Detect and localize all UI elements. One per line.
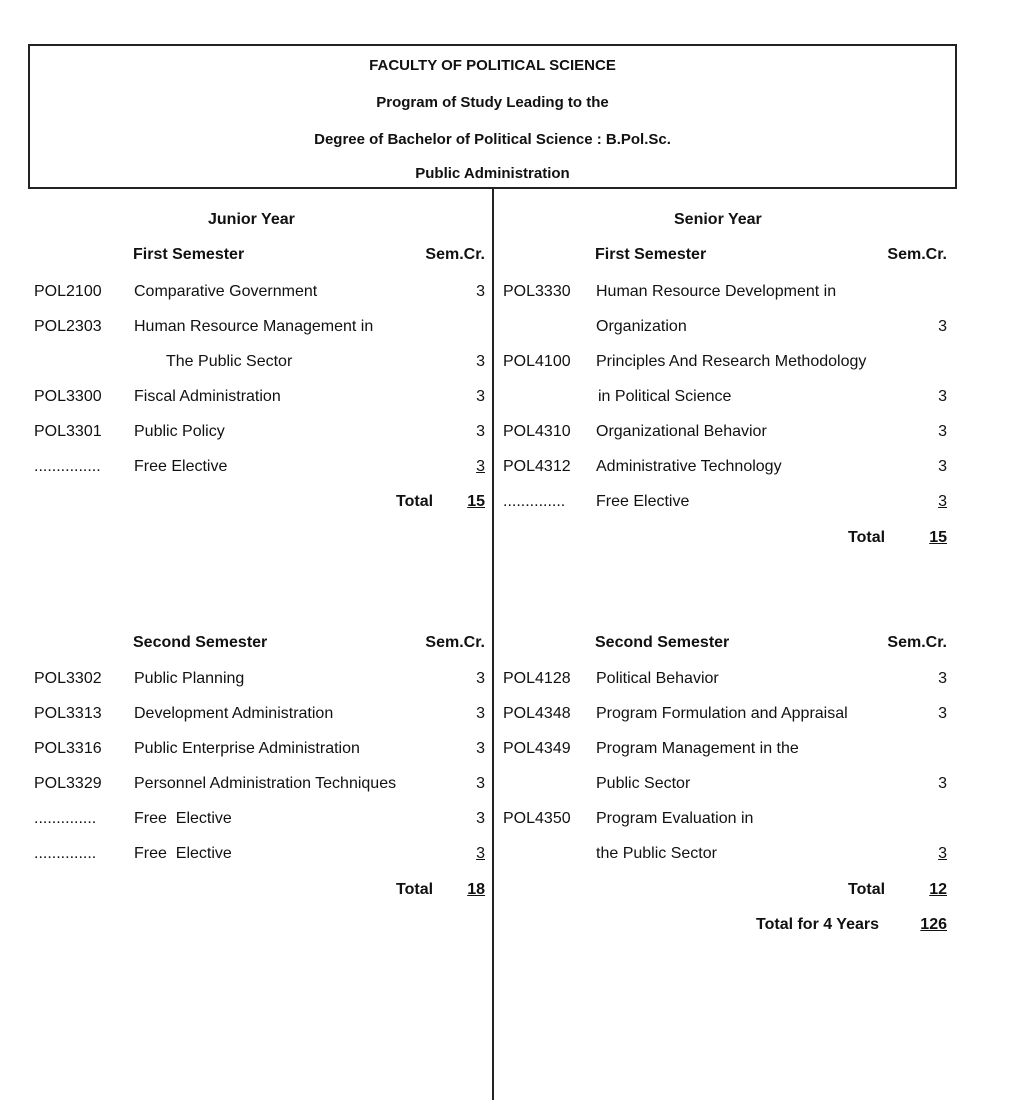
senior-second-total-label: Total (848, 881, 886, 898)
course-name: Development Administration (134, 705, 334, 722)
course-code: POL4310 (503, 423, 571, 440)
four-year-total-label: Total for 4 Years (756, 916, 880, 933)
course-code: .............. (503, 493, 566, 510)
degree-line: Degree of Bachelor of Political Science : B.Pol.Sc. (314, 131, 671, 148)
senior-second-total-value: 12 (929, 881, 947, 898)
course-name: Program Management in the (596, 740, 799, 757)
course-credits: 3 (476, 845, 485, 862)
course-credits: 3 (476, 388, 485, 405)
course-credits: 3 (476, 740, 485, 757)
course-credits: 3 (476, 670, 485, 687)
faculty-title: FACULTY OF POLITICAL SCIENCE (369, 57, 616, 74)
course-name: Fiscal Administration (134, 388, 281, 405)
course-code: POL4350 (503, 810, 571, 827)
column-divider (492, 189, 494, 1100)
course-credits: 3 (938, 845, 947, 862)
course-code: POL3316 (34, 740, 102, 757)
senior-second-credit-header: Sem.Cr. (887, 634, 947, 651)
program-line: Program of Study Leading to the (376, 94, 609, 111)
junior-second-total-value: 18 (467, 881, 485, 898)
four-year-total-value: 126 (920, 916, 947, 933)
course-name: Organization (596, 318, 687, 335)
junior-second-semester-title: Second Semester (133, 634, 268, 651)
junior-second-credit-header: Sem.Cr. (425, 634, 485, 651)
course-name: Free Elective (134, 845, 232, 862)
course-name: Personnel Administration Techniques (134, 775, 397, 792)
course-name: the Public Sector (596, 845, 717, 862)
course-credits: 3 (476, 458, 485, 475)
course-credits: 3 (938, 705, 947, 722)
course-code: POL4312 (503, 458, 571, 475)
course-name: Principles And Research Methodology (596, 353, 867, 370)
course-code: POL2303 (34, 318, 102, 335)
course-name: Political Behavior (596, 670, 719, 687)
course-name: Comparative Government (134, 283, 318, 300)
course-credits: 3 (476, 705, 485, 722)
junior-first-total-value: 15 (467, 493, 485, 510)
course-credits: 3 (938, 423, 947, 440)
course-name: Human Resource Development in (596, 283, 837, 300)
course-code: POL4349 (503, 740, 571, 757)
course-name: Human Resource Management in (134, 318, 374, 335)
senior-first-credit-header: Sem.Cr. (887, 246, 947, 263)
course-name: Program Formulation and Appraisal (596, 705, 848, 722)
course-credits: 3 (938, 670, 947, 687)
course-name: Public Sector (596, 775, 691, 792)
course-name: Organizational Behavior (596, 423, 767, 440)
course-code: .............. (34, 810, 97, 827)
senior-first-semester-title: First Semester (595, 246, 707, 263)
senior-first-total-label: Total (848, 529, 886, 546)
junior-second-total-label: Total (396, 881, 434, 898)
course-code: POL3313 (34, 705, 102, 722)
course-code: POL4100 (503, 353, 571, 370)
course-code: .............. (34, 845, 97, 862)
course-code: POL4128 (503, 670, 571, 687)
course-code: POL3300 (34, 388, 102, 405)
course-credits: 3 (938, 493, 947, 510)
course-code: POL3301 (34, 423, 102, 440)
course-name: Free Elective (134, 810, 232, 827)
course-credits: 3 (476, 423, 485, 440)
course-name: in Political Science (598, 388, 732, 405)
course-name: Program Evaluation in (596, 810, 754, 827)
senior-year-title: Senior Year (674, 211, 762, 228)
course-credits: 3 (938, 388, 947, 405)
course-code: POL4348 (503, 705, 571, 722)
course-code: ............... (34, 458, 101, 475)
senior-second-semester-title: Second Semester (595, 634, 730, 651)
course-credits: 3 (476, 353, 485, 370)
junior-first-total-label: Total (396, 493, 434, 510)
junior-first-semester-title: First Semester (133, 246, 245, 263)
course-credits: 3 (938, 318, 947, 335)
senior-first-total-value: 15 (929, 529, 947, 546)
course-name: Free Elective (596, 493, 690, 510)
major-title: Public Administration (415, 165, 570, 182)
junior-first-credit-header: Sem.Cr. (425, 246, 485, 263)
program-header-box (28, 44, 957, 189)
course-name: Free Elective (134, 458, 228, 475)
course-credits: 3 (476, 775, 485, 792)
course-name: Administrative Technology (596, 458, 782, 475)
course-name: Public Enterprise Administration (134, 740, 360, 757)
course-code: POL3330 (503, 283, 571, 300)
course-credits: 3 (476, 283, 485, 300)
course-code: POL3329 (34, 775, 102, 792)
course-code: POL3302 (34, 670, 102, 687)
junior-year-title: Junior Year (208, 211, 295, 228)
course-credits: 3 (938, 775, 947, 792)
course-code: POL2100 (34, 283, 102, 300)
course-name: The Public Sector (166, 353, 293, 370)
course-credits: 3 (938, 458, 947, 475)
course-credits: 3 (476, 810, 485, 827)
course-name: Public Policy (134, 423, 225, 440)
course-name: Public Planning (134, 670, 245, 687)
